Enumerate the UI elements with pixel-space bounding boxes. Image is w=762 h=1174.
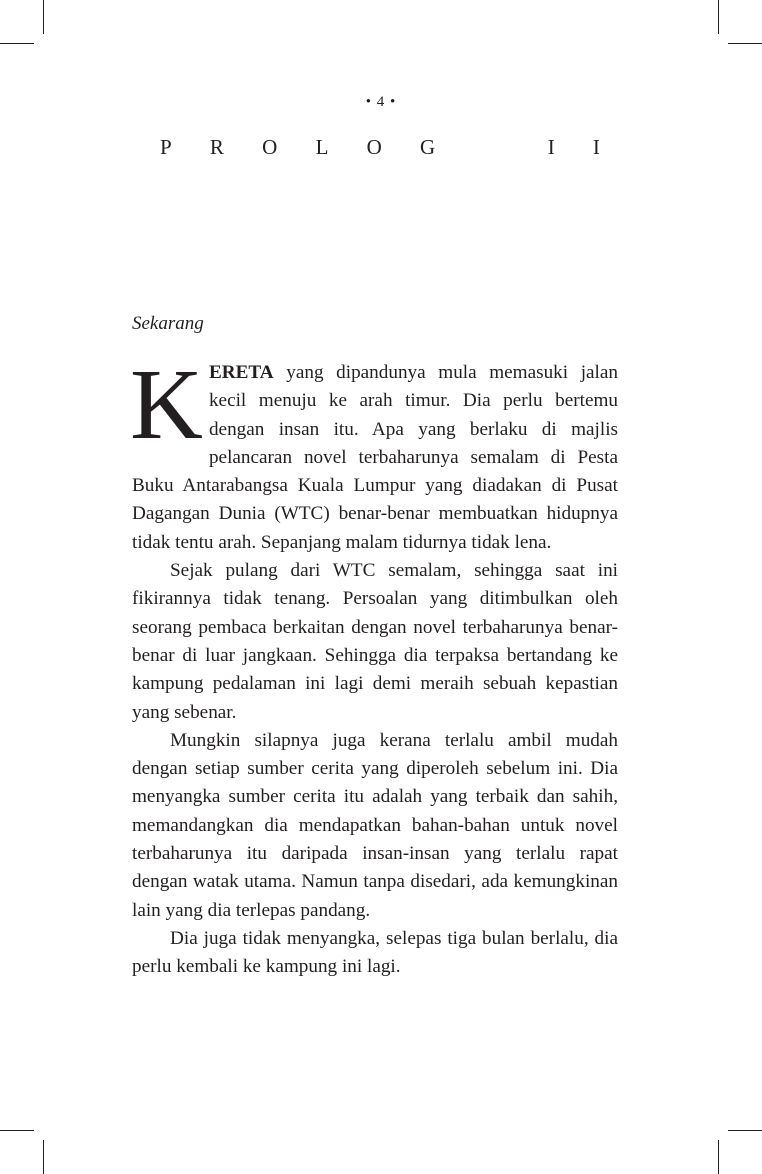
paragraph-3: Mungkin silapnya juga kerana terlalu ambil mudah dengan setiap sumber cerita yang diperoleh sebelum ini. Dia menyangka sumber cerita itu adalah yang terbaik dan sahih, memandangkan dia mendapatkan bahan-bahan untuk novel terbaharunya itu daripada insan-insan yang terlalu rapat dengan watak utama. Namun tanpa disedari, ada kemungkinan lain yang dia terlepas pandang. — [132, 729, 618, 921]
crop-mark-bottom-right-horizontal — [728, 1130, 762, 1131]
title-letter: P — [160, 135, 172, 159]
chapter-title — [160, 134, 600, 160]
title-letter: R — [209, 135, 224, 159]
title-letter: I — [547, 135, 555, 159]
paragraph-1 — [130, 348, 618, 557]
crop-mark-bottom-left-horizontal — [0, 1130, 34, 1131]
title-letter: O — [366, 135, 382, 159]
title-letter: O — [262, 135, 278, 159]
drop-cap: K — [130, 348, 203, 460]
page-number: • 4 • — [365, 94, 397, 110]
title-letter: G — [420, 135, 436, 159]
crop-mark-top-right-vertical — [718, 0, 719, 34]
title-letter: I — [592, 135, 600, 159]
crop-mark-bottom-left-vertical — [43, 1140, 44, 1174]
section-subheading: Sekarang — [132, 313, 204, 334]
crop-mark-top-left-horizontal — [0, 43, 34, 44]
paragraph-2: Sejak pulang dari WTC semalam, sehingga saat ini fikirannya tidak tenang. Persoalan yang ditimbulkan oleh seorang pembaca berkaitan dengan novel terbaharunya benar-benar di luar jangkaan. Sehingga dia terpaksa bertandang ke kampung pedalaman ini lagi demi meraih sebuah kepastian yang sebenar. — [132, 560, 618, 723]
lead-word: ERETA — [208, 362, 274, 383]
body-text — [130, 348, 618, 982]
title-letter: L — [315, 135, 329, 159]
crop-mark-bottom-right-vertical — [718, 1140, 719, 1174]
crop-mark-top-left-vertical — [43, 0, 44, 34]
title-word-gap — [473, 134, 509, 160]
paragraph-4: Dia juga tidak menyangka, selepas tiga bulan berlalu, dia perlu kembali ke kampung ini lagi. — [132, 927, 618, 978]
crop-mark-top-right-horizontal — [728, 43, 762, 44]
paragraph-1-text: yang dipandunya mula memasuki jalan kecil menuju ke arah timur. Dia perlu bertemu dengan insan itu. Apa yang berlaku di majlis pelancaran novel terbaharunya semalam di Pesta Buku Antarabangsa Kuala Lumpur yang diadakan di Pusat Dagangan Dunia (WTC) benar-benar membuatkan hidupnya tidak tentu arah. Sepanjang malam tidurnya tidak lena. — [132, 362, 618, 553]
